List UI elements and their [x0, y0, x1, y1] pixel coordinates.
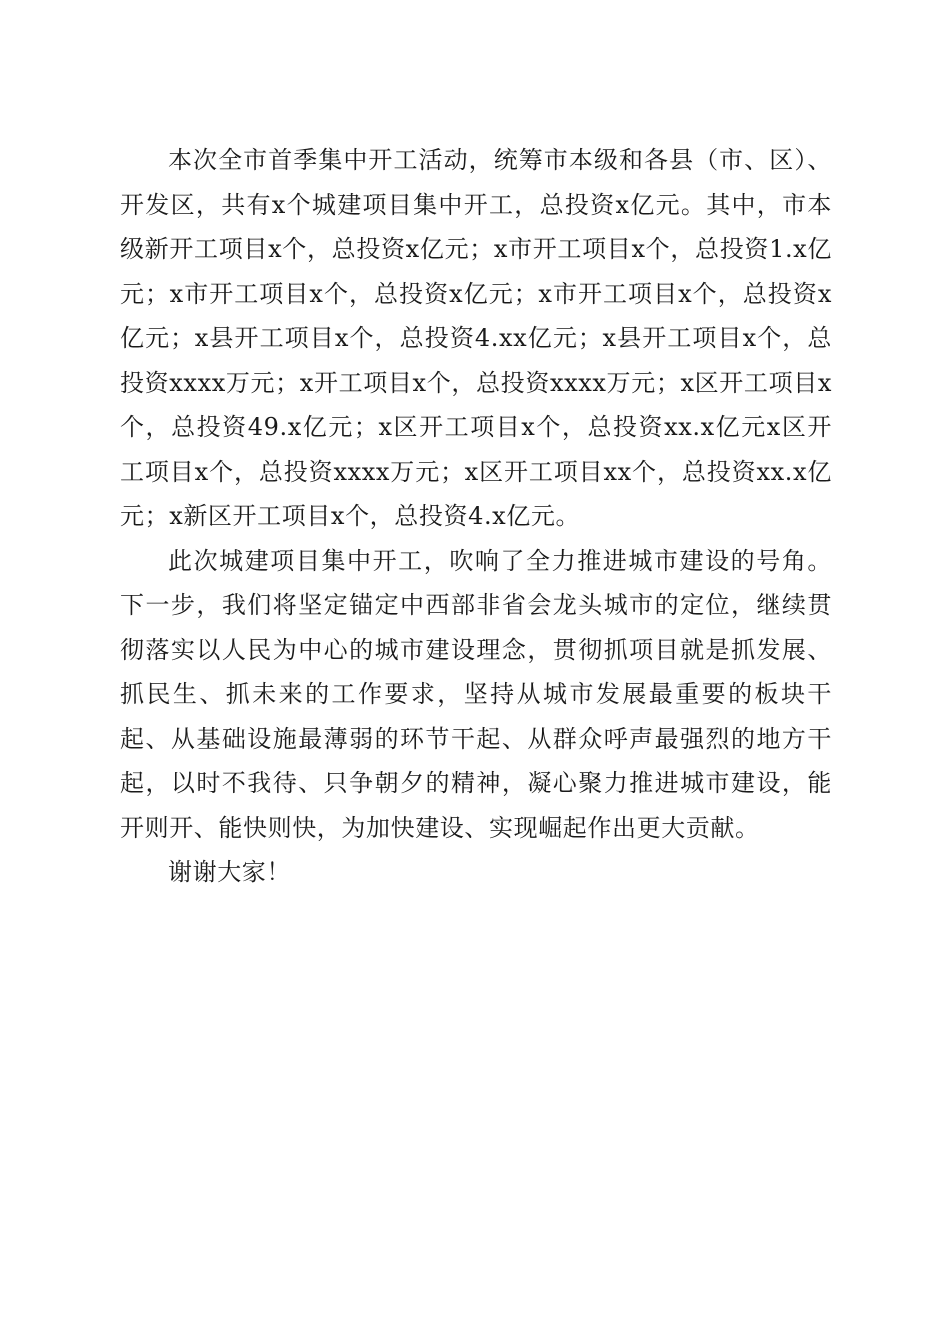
paragraph-closing: 谢谢大家！ — [168, 858, 291, 886]
paragraph-next-steps: 此次城建项目集中开工，吹响了全力推进城市建设的号角。下一步，我们将坚定锚定中西部非省会龙头城市的定位，继续贯彻落实以人民为中心的城市建设理念，贯彻抓项目就是抓发展、抓民生、抓未来的工作要求，坚持从城市发展最重要的板块干起、从基础设施最薄弱的环节干起、从群众呼声最强烈的地方干起，以时不我待、只争朝夕的精神，凝心聚力推进城市建设，能开则开、能快则快，为加快建设、实现崛起作出更大贡献。 — [120, 546, 832, 842]
paragraph-project-summary: 本次全市首季集中开工活动，统筹市本级和各县（市、区）、开发区，共有x个城建项目集中开工，总投资x亿元。其中，市本级新开工项目x个，总投资x亿元；x市开工项目x个，总投资1.x亿元；x市开工项目x个，总投资x亿元；x市开工项目x个，总投资x亿元；x县开工项目x个，总投资4.xx亿元；x县开工项目x个，总投资xxxx万元；x开工项目x个，总投资xxxx万元；x区开工项目x个，总投资49.x亿元；x区开工项目x个，总投资xx.x亿元x区开工项目x个，总投资xxxx万元；x区开工项目xx个，总投资xx.x亿元；x新区开工项目x个，总投资4.x亿元。 — [120, 146, 832, 530]
document-body — [120, 138, 832, 895]
